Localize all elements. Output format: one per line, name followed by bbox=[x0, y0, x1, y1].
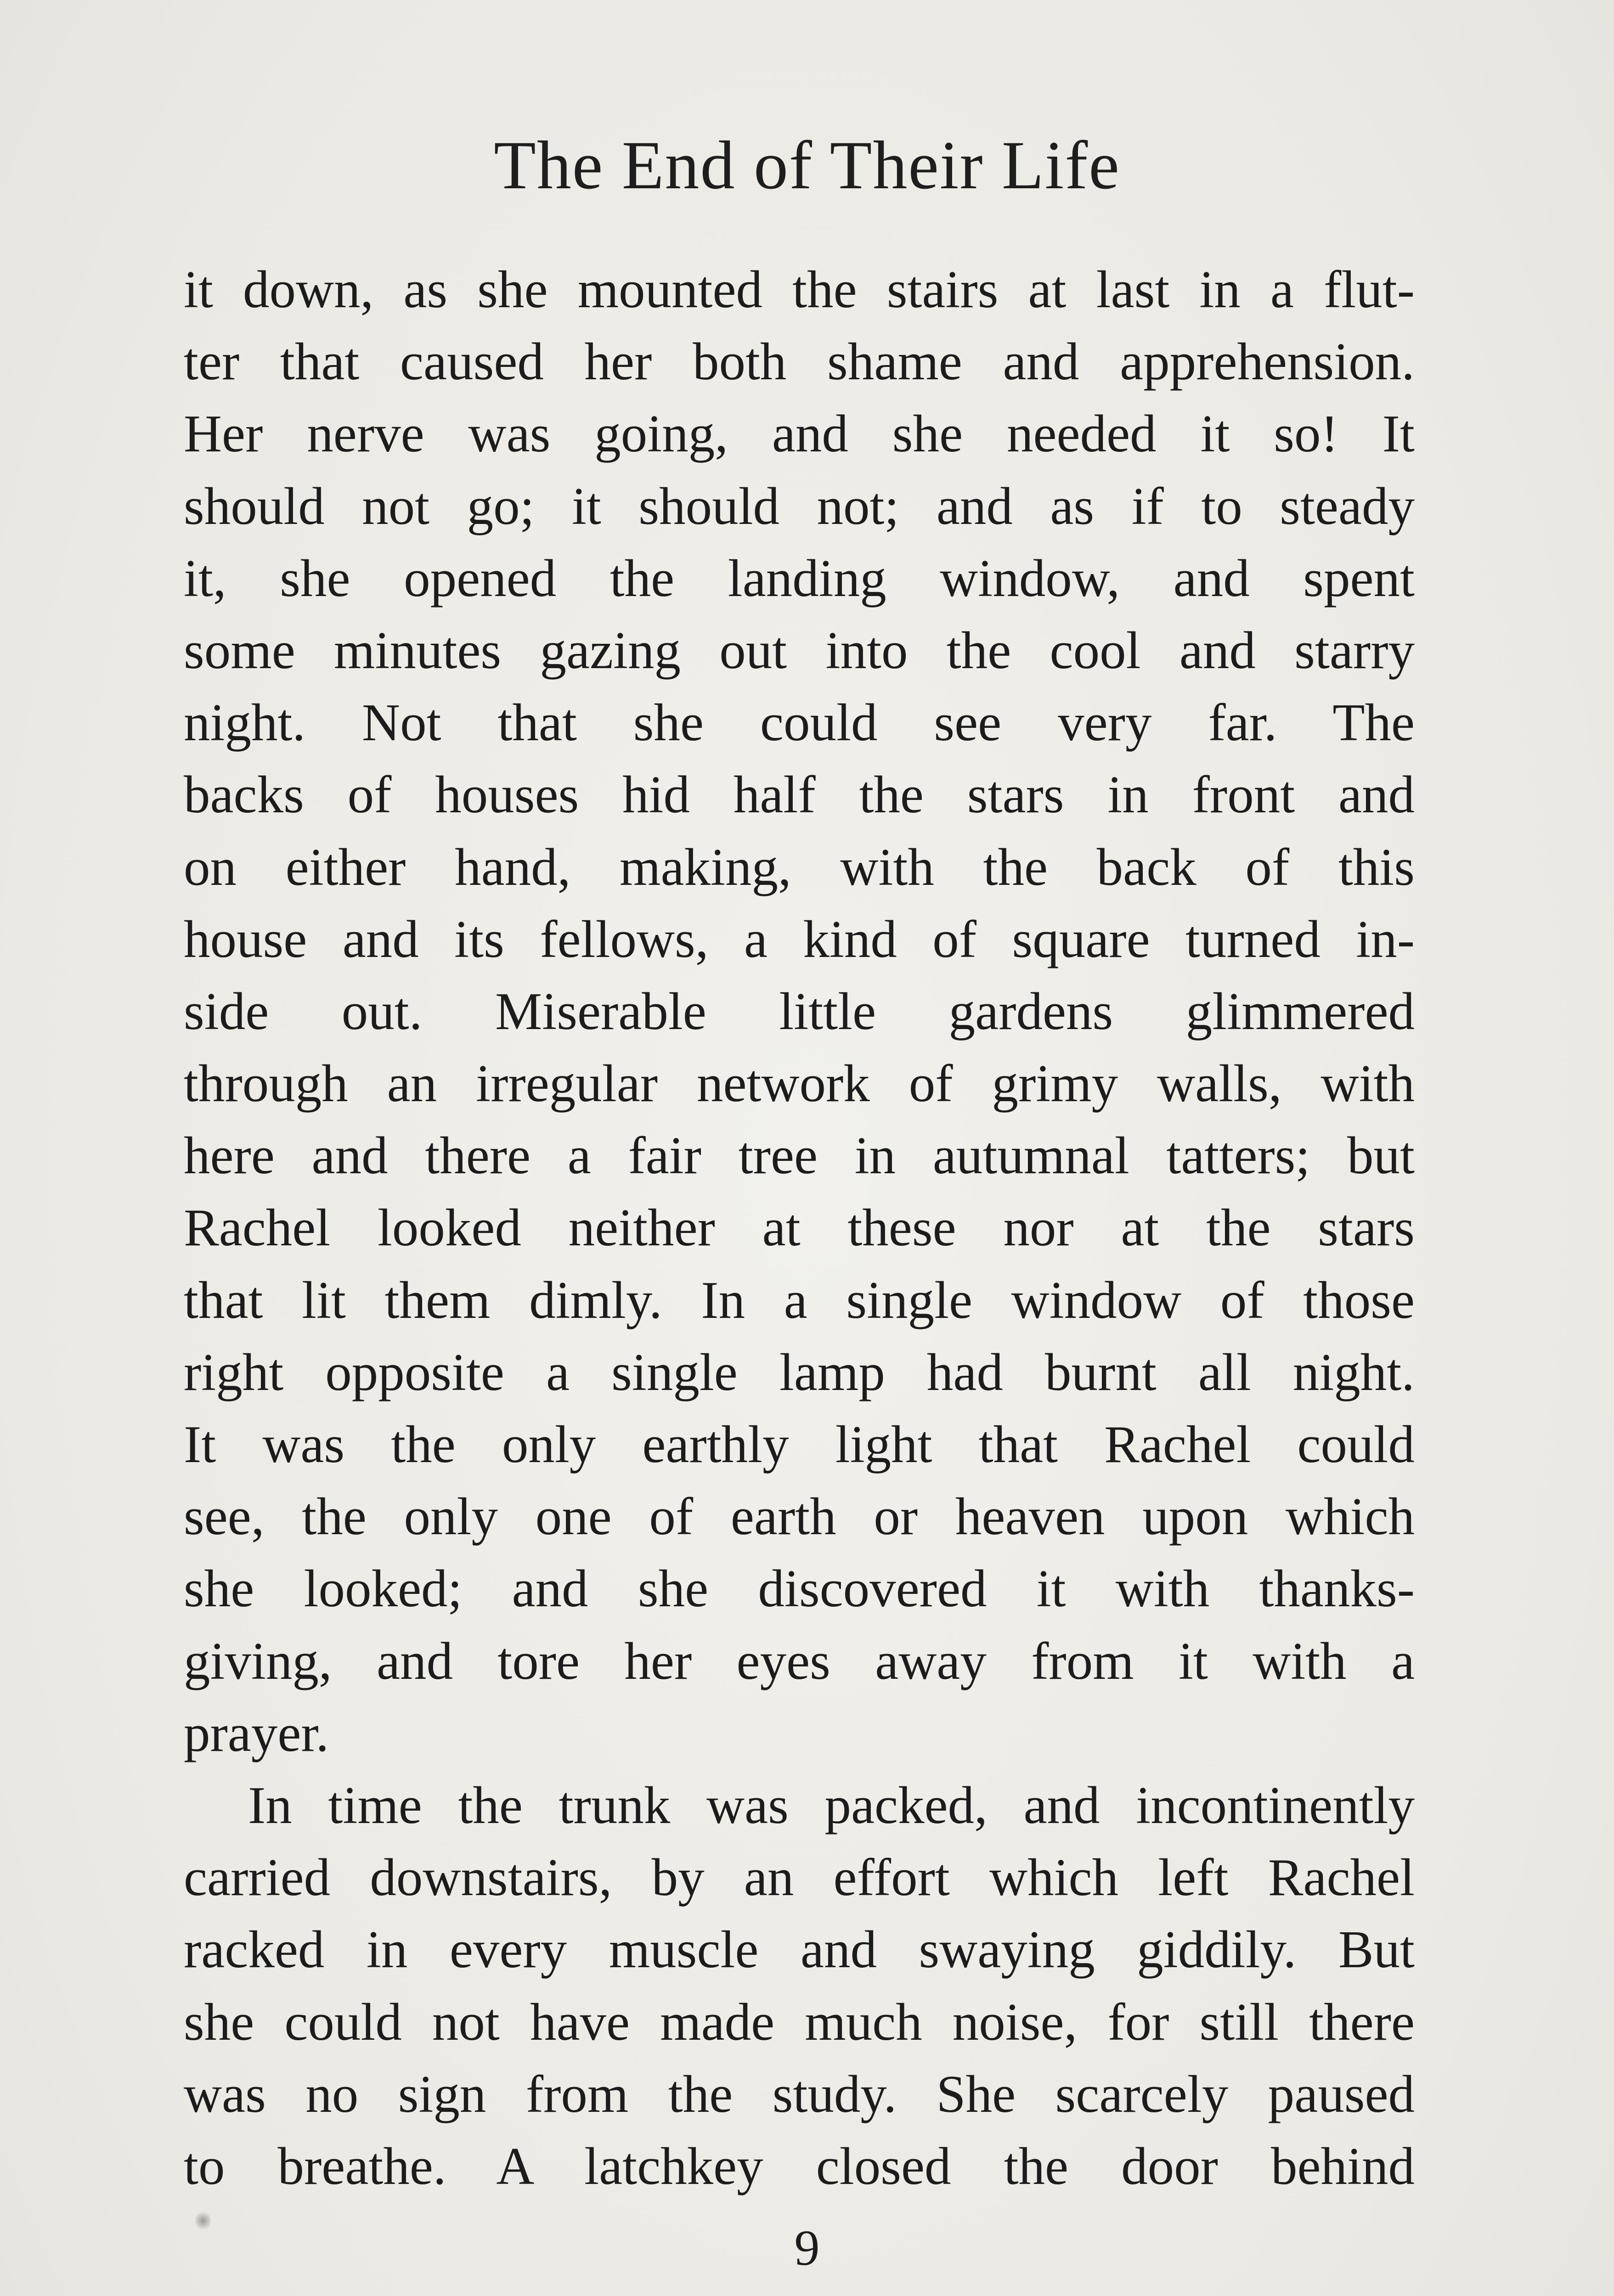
text-line: racked in every muscle and swaying giddily. But bbox=[184, 1920, 1415, 1979]
text-line: right opposite a single lamp had burnt all night. bbox=[184, 1343, 1415, 1401]
text-line: side out. Miserable little gardens glimmered bbox=[184, 982, 1415, 1041]
text-line: Her nerve was going, and she needed it so! It bbox=[184, 405, 1415, 463]
text-line: she could not have made much noise, for still there bbox=[184, 1992, 1415, 2051]
text-line: carried downstairs, by an effort which left Rachel bbox=[184, 1848, 1415, 1907]
text-line: backs of houses hid half the stars in front and bbox=[184, 765, 1415, 824]
page-number: 9 bbox=[794, 2220, 820, 2276]
text-line: Rachel looked neither at these nor at the stars bbox=[184, 1199, 1415, 1257]
text-line: to breathe. A latchkey closed the door behind bbox=[184, 2137, 1415, 2195]
text-line: It was the only earthly light that Rachel could bbox=[184, 1415, 1415, 1474]
paragraph-last-line: prayer. bbox=[184, 1704, 329, 1762]
text-line: that lit them dimly. In a single window of those bbox=[184, 1271, 1415, 1329]
running-head: The End of Their Life bbox=[494, 127, 1120, 203]
text-line: should not go; it should not; and as if to steady bbox=[184, 477, 1415, 535]
text-line: ter that caused her both shame and apprehension. bbox=[184, 332, 1415, 391]
text-line: she looked; and she discovered it with thanks- bbox=[184, 1559, 1415, 1618]
text-line: house and its fellows, a kind of square turned in- bbox=[184, 910, 1415, 968]
text-line: night. Not that she could see very far. The bbox=[184, 693, 1415, 752]
text-line: it down, as she mounted the stairs at last in a flut- bbox=[184, 260, 1415, 319]
body-text bbox=[184, 253, 1415, 2202]
text-line: through an irregular network of grimy walls, with bbox=[184, 1054, 1415, 1113]
text-line: was no sign from the study. She scarcely paused bbox=[184, 2065, 1415, 2123]
text-line: here and there a fair tree in autumnal tatters; but bbox=[184, 1126, 1415, 1185]
paragraph-first-line: In time the trunk was packed, and incontinently bbox=[248, 1776, 1415, 1835]
text-line: see, the only one of earth or heaven upon which bbox=[184, 1487, 1415, 1546]
text-line: giving, and tore her eyes away from it with a bbox=[184, 1632, 1415, 1690]
text-line: it, she opened the landing window, and spent bbox=[184, 549, 1415, 608]
text-line: on either hand, making, with the back of this bbox=[184, 838, 1415, 896]
text-line: some minutes gazing out into the cool and starry bbox=[184, 621, 1415, 680]
